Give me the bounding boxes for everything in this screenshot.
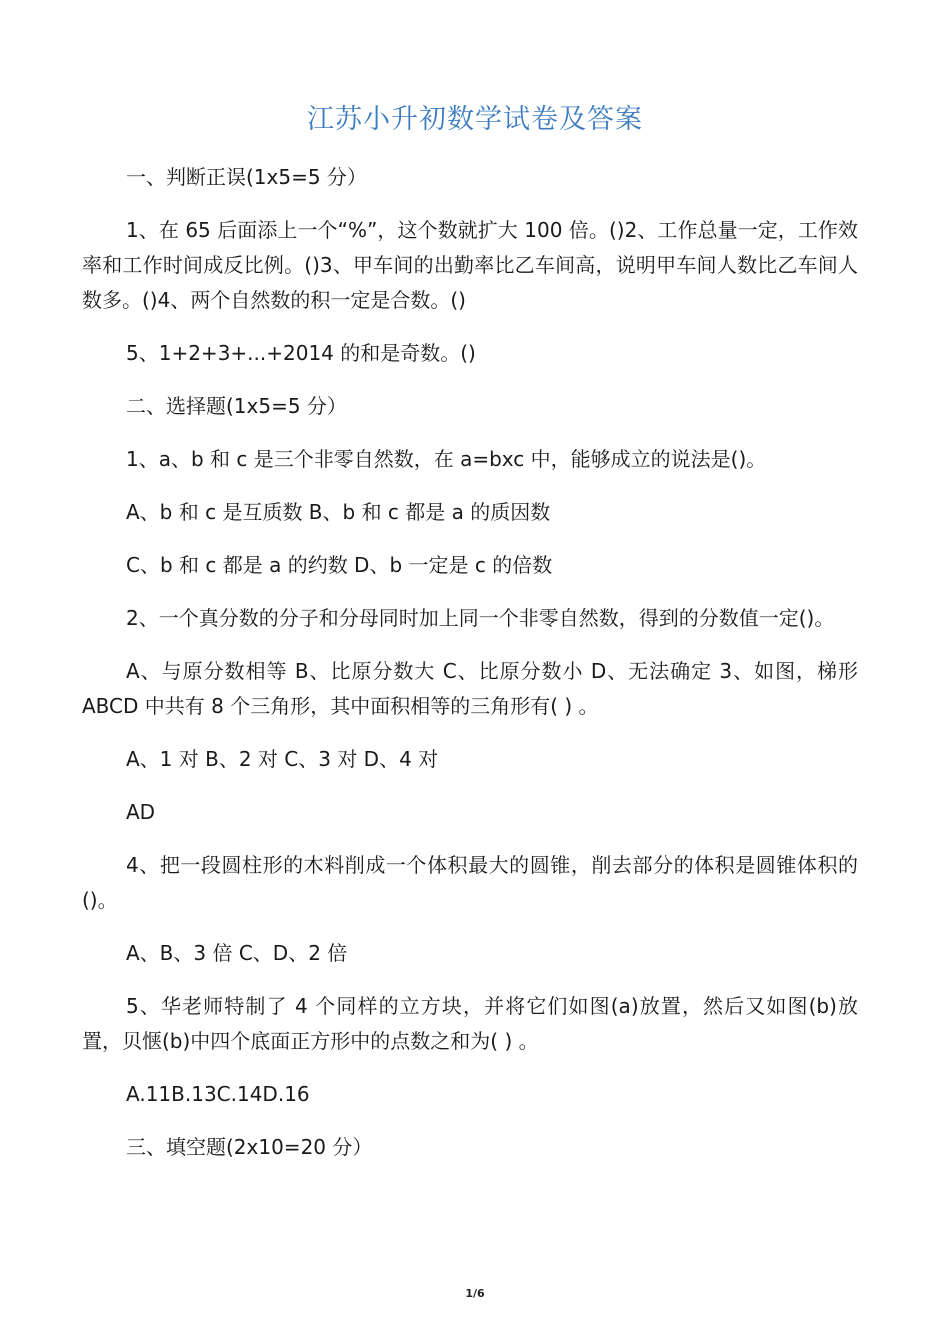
answer-options: A、与原分数相等 B、比原分数大 C、比原分数小 D、无法确定 3、如图，梯形 ABCD 中共有 8 个三角形，其中面积相等的三角形有( ) 。 bbox=[82, 659, 858, 718]
question-paragraph: 1、a、b 和 c 是三个非零自然数，在 a=bxc 中，能够成立的说法是()。 bbox=[126, 447, 767, 471]
section-heading-fill-in: 三、填空题(2x10=20 分） bbox=[126, 1135, 373, 1159]
page-number: 1/6 bbox=[465, 1287, 485, 1300]
answer-options: A.11B.13C.14D.16 bbox=[126, 1082, 310, 1106]
question-paragraph: 4、把一段圆柱形的木料削成一个体积最大的圆锥，削去部分的体积是圆锥体积的()。 bbox=[82, 853, 858, 912]
question-paragraph: 2、一个真分数的分子和分母同时加上同一个非零自然数，得到的分数值一定()。 bbox=[126, 606, 835, 630]
question-paragraph: 5、华老师特制了 4 个同样的立方块，并将它们如图(a)放置，然后又如图(b)放置，贝惬(b)中四个底面正方形中的点数之和为( ) 。 bbox=[82, 994, 858, 1053]
figure-label: AD bbox=[126, 800, 156, 824]
answer-options: A、B、3 倍 C、D、2 倍 bbox=[126, 941, 348, 965]
answer-options: A、1 对 B、2 对 C、3 对 D、4 对 bbox=[126, 747, 439, 771]
answer-options: C、b 和 c 都是 a 的约数 D、b 一定是 c 的倍数 bbox=[126, 553, 553, 577]
document-body bbox=[82, 160, 858, 1183]
section-heading-multiple-choice: 二、选择题(1x5=5 分） bbox=[126, 394, 347, 418]
question-paragraph: 5、1+2+3+...+2014 的和是奇数。() bbox=[126, 341, 476, 365]
question-paragraph: 1、在 65 后面添上一个“%”，这个数就扩大 100 倍。()2、工作总量一定，工作效率和工作时间成反比例。()3、甲车间的出勤率比乙车间高，说明甲车间人数比乙车间人数多。()4、两个自然数的积一定是合数。() bbox=[82, 218, 858, 312]
answer-options: A、b 和 c 是互质数 B、b 和 c 都是 a 的质因数 bbox=[126, 500, 551, 524]
section-heading-true-false: 一、判断正误(1x5=5 分） bbox=[126, 165, 367, 189]
document-title: 江苏小升初数学试卷及答案 bbox=[307, 104, 643, 135]
